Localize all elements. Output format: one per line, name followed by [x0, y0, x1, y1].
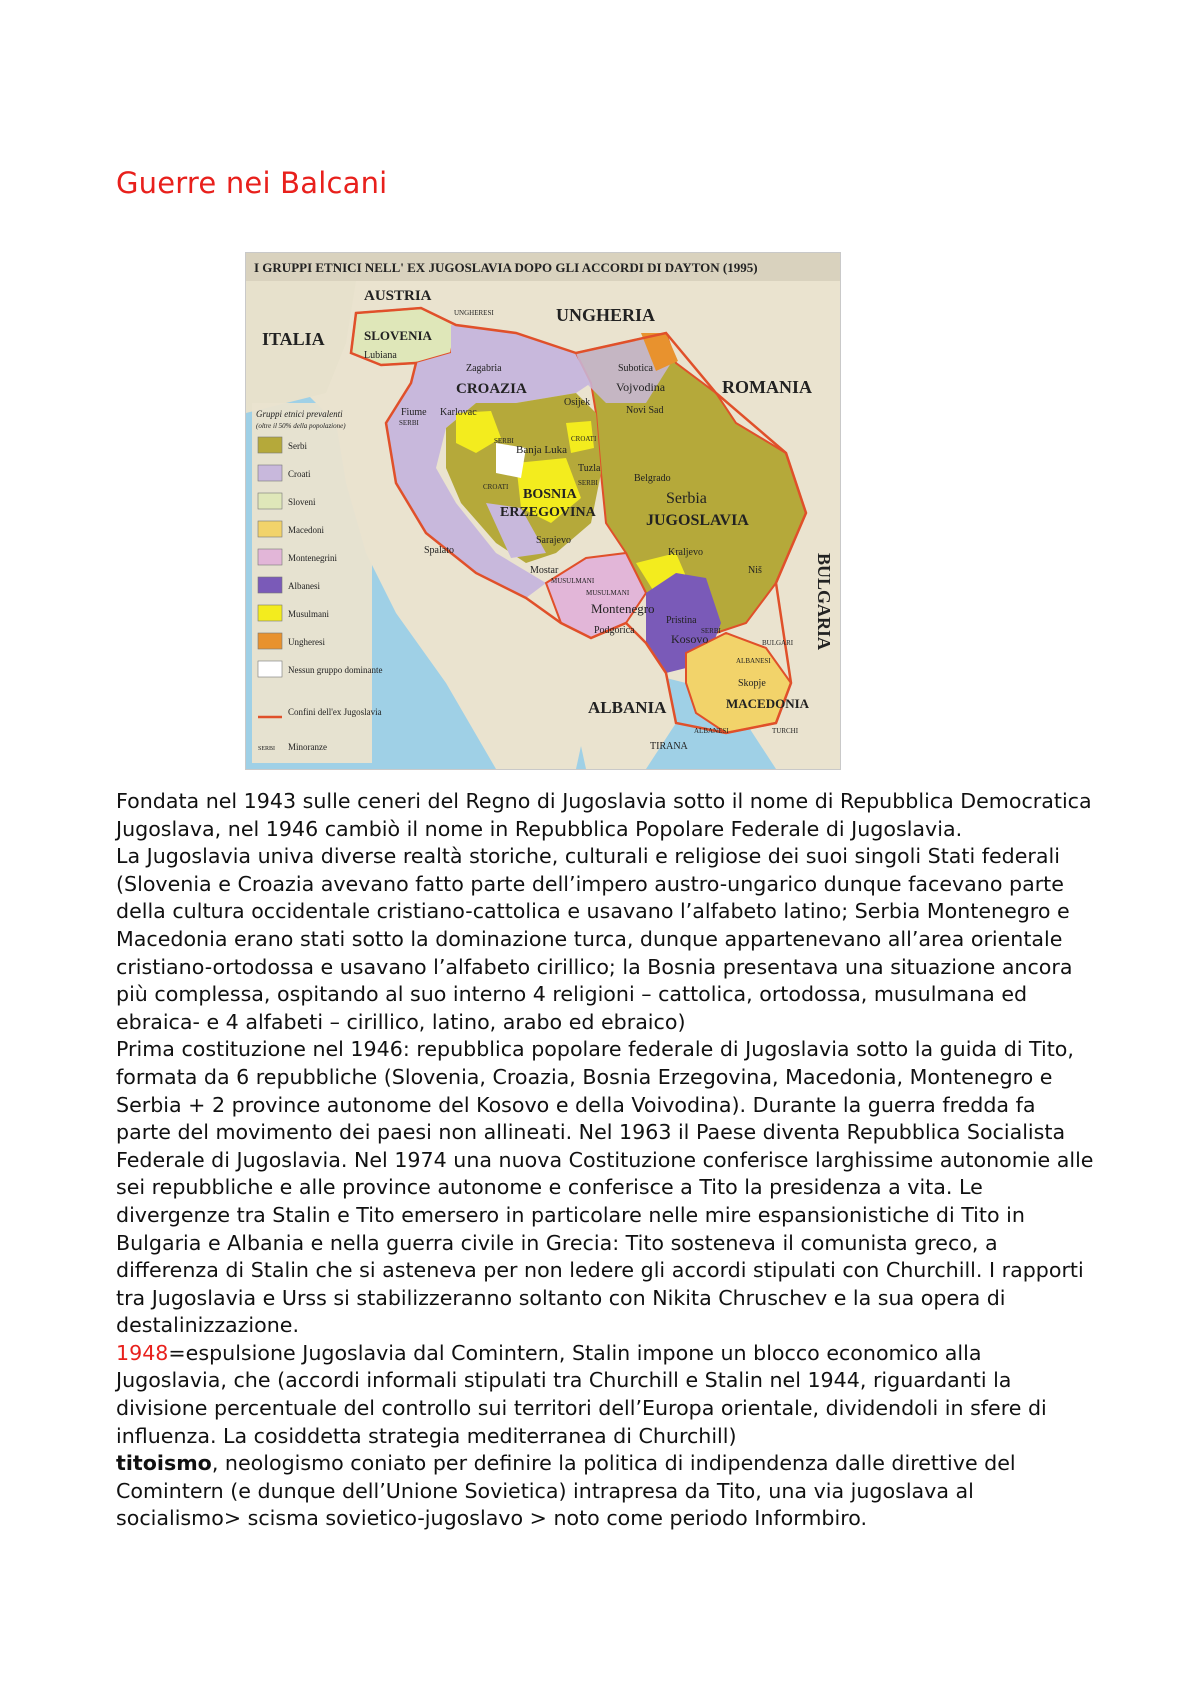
city-karlovac: Karlovac: [440, 407, 477, 418]
label-bosnia: BOSNIA: [523, 487, 577, 502]
city-skopje: Skopje: [738, 678, 766, 689]
city-zagabria: Zagabria: [466, 363, 502, 374]
legend-minority-label: Minoranze: [288, 742, 327, 752]
city-subotica: Subotica: [618, 363, 653, 374]
minority-serbi-2: SERBI: [494, 437, 514, 445]
city-banja-luka: Banja Luka: [516, 444, 568, 456]
legend-label: Sloveni: [288, 497, 316, 507]
city-pristina: Pristina: [666, 615, 697, 626]
city-osijek: Osijek: [564, 397, 591, 408]
minority-bulgari: BULGARI: [762, 639, 794, 647]
label-macedonia: MACEDONIA: [726, 696, 810, 711]
label-slovenia: SLOVENIA: [364, 328, 432, 343]
minority-ungheresi: UNGHERESI: [454, 309, 494, 317]
legend-label: Nessun gruppo dominante: [288, 665, 383, 675]
minority-albanesi-2: ALBANESI: [694, 727, 729, 735]
paragraph-constitution: Prima costituzione nel 1946: repubblica popolare federale di Jugoslavia sotto la guida di Tito, formata da 6 repubbliche (Slovenia, Croazia, Bosnia Erzegovina, Macedonia, Montenegro e Serbia + 2 province autonome del Kosovo e della Voivodina). Durante la guerra fredda fa parte del movimento dei paesi non allineati. Nel 1963 il Paese diventa Repubblica Socialista Federale di Jugoslavia. Nel 1974 una nuova Costituzione conferisce larghissime autonomie alle sei repubbliche e alle province autonome e conferisce a Tito la presidenza a vita. Le divergenze tra Stalin e Tito emersero in particolare nelle mire espansionistiche di Tito in Bulgaria e Albania e nella guerra civile in Grecia: Tito sosteneva il comunista greco, a differenza di Stalin che si asteneva per non ledere gli accordi stipulati con Churchill. I rapporti tra Jugoslavia e Urss si stabilizzeranno soltanto con Nikita Chruschev e la sua opera di destalinizzazione.: [116, 1037, 1094, 1338]
label-vojvodina: Vojvodina: [616, 380, 666, 394]
body-text: [116, 788, 1096, 1533]
legend-swatch: [258, 437, 282, 453]
map-heading: I GRUPPI ETNICI NELL' EX JUGOSLAVIA DOPO GLI ACCORDI DI DAYTON (1995): [254, 260, 758, 275]
legend-label: Ungheresi: [288, 637, 325, 647]
term-titoismo: titoismo: [116, 1451, 212, 1476]
label-bulgaria: BULGARIA: [814, 553, 834, 651]
legend-label: Montenegrini: [288, 553, 337, 563]
legend-swatch: [258, 577, 282, 593]
city-tirana: TIRANA: [650, 741, 688, 752]
label-montenegro: Montenegro: [591, 601, 655, 616]
label-croazia: CROAZIA: [456, 381, 527, 397]
year-1948: 1948: [116, 1340, 169, 1365]
minority-musulmani-1: MUSULMANI: [551, 577, 595, 585]
legend-swatch: [258, 661, 282, 677]
legend-swatch: [258, 493, 282, 509]
legend-label: Serbi: [288, 441, 307, 451]
page-title: Guerre nei Balcani: [116, 166, 388, 200]
city-kraljevo: Kraljevo: [668, 547, 703, 558]
label-albania: ALBANIA: [588, 698, 667, 717]
legend-title: Gruppi etnici prevalenti: [256, 409, 343, 419]
city-tuzla: Tuzla: [578, 463, 601, 474]
minority-serbi-3: SERBI: [578, 479, 598, 487]
label-jugoslavia: JUGOSLAVIA: [646, 512, 749, 529]
legend-subtitle: (oltre il 50% della popolazione): [256, 422, 346, 430]
city-sarajevo: Sarajevo: [536, 535, 571, 546]
legend-swatch: [258, 549, 282, 565]
paragraph-founding: Fondata nel 1943 sulle ceneri del Regno di Jugoslavia sotto il nome di Repubblica Democratica Jugoslava, nel 1946 cambiò il nome in Repubblica Popolare Federale di Jugoslavia.: [116, 789, 1092, 841]
minority-croati-2: CROATI: [571, 435, 597, 443]
city-fiume: Fiume: [401, 407, 427, 418]
city-spalato: Spalato: [424, 545, 454, 556]
city-novi-sad: Novi Sad: [626, 405, 664, 416]
label-ungheria: UNGHERIA: [556, 305, 656, 325]
paragraph-diversity: La Jugoslavia univa diverse realtà storiche, culturali e religiose dei suoi singoli Stati federali (Slovenia e Croazia avevano fatto parte dell’impero austro-ungarico dunque facevano parte della cultura occidentale cristiano-cattolica e usavano l’alfabeto latino; Serbia Montenegro e Macedonia erano stati sotto la dominazione turca, dunque appartenevano all’area orientale cristiano-ortodossa e usavano l’alfabeto cirillico; la Bosnia presentava una situazione ancora più complessa, ospitando al suo interno 4 religioni – cattolica, ortodossa, musulmana ed ebraica- e 4 alfabeti – cirillico, latino, arabo ed ebraico): [116, 844, 1073, 1034]
label-kosovo: Kosovo: [671, 632, 709, 646]
legend-swatch: [258, 465, 282, 481]
paragraph-titoismo: [116, 1450, 1096, 1533]
city-mostar: Mostar: [530, 565, 559, 576]
paragraph-titoismo-text: , neologismo coniato per definire la politica di indipendenza dalle direttive del Comintern (e dunque dell’Unione Sovietica) intrapresa da Tito, una via jugoslava al socialismo> scisma sovietico-jugoslavo > noto come periodo Informbiro.: [116, 1451, 1016, 1531]
label-serbia: Serbia: [666, 490, 707, 507]
legend-minority-sample: SERBI: [258, 746, 276, 752]
map-legend: [252, 403, 383, 763]
label-romania: ROMANIA: [722, 377, 812, 397]
minority-croati-1: CROATI: [483, 483, 509, 491]
minority-albanesi-1: ALBANESI: [736, 657, 771, 665]
ethnic-map-figure: [246, 253, 840, 769]
minority-serbi-4: SERBI: [701, 627, 721, 635]
minority-musulmani-2: MUSULMANI: [586, 589, 630, 597]
label-austria: AUSTRIA: [364, 288, 432, 304]
city-belgrado: Belgrado: [634, 473, 671, 484]
minority-turchi: TURCHI: [772, 727, 799, 735]
ethnic-map: [246, 253, 840, 769]
legend-swatch: [258, 605, 282, 621]
legend-border-label: Confini dell'ex Jugoslavia: [288, 707, 382, 717]
label-erzegovina: ERZEGOVINA: [500, 505, 596, 520]
legend-label: Musulmani: [288, 609, 330, 619]
legend-label: Macedoni: [288, 525, 324, 535]
minority-serbi-1: SERBI: [399, 419, 419, 427]
paragraph-1948: [116, 1340, 1096, 1450]
paragraph-1948-text: =espulsione Jugoslavia dal Comintern, Stalin impone un blocco economico alla Jugoslavia, che (accordi informali stipulati tra Churchill e Stalin nel 1944, riguardanti la divisione percentuale del controllo sui territori dell’Europa orientale, dividendoli in sfere di influenza. La cosiddetta strategia mediterranea di Churchill): [116, 1340, 1047, 1448]
city-lubiana: Lubiana: [364, 350, 397, 361]
legend-swatch: [258, 521, 282, 537]
legend-swatch: [258, 633, 282, 649]
legend-label: Albanesi: [288, 581, 320, 591]
legend-label: Croati: [288, 469, 311, 479]
label-italia: ITALIA: [262, 329, 325, 349]
city-nis: Niš: [748, 565, 762, 576]
city-podgorica: Podgorica: [594, 625, 635, 636]
